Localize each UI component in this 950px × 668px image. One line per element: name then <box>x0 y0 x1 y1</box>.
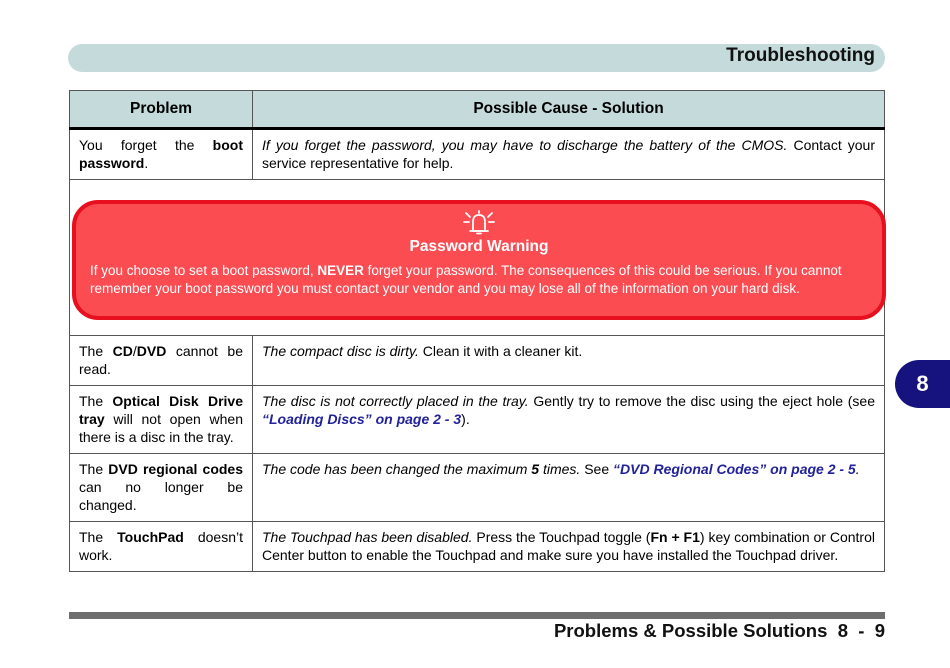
column-header-problem: Problem <box>70 91 253 129</box>
loading-discs-link[interactable]: “Loading Discs” on page 2 - 3 <box>262 411 462 427</box>
troubleshooting-table <box>69 90 885 572</box>
table-row <box>70 386 885 454</box>
table-row <box>70 454 885 522</box>
footer-bar <box>69 612 885 619</box>
problem-cell: The CD/DVD cannot be read. <box>70 336 253 386</box>
page-title: Troubleshooting <box>726 45 875 66</box>
problem-cell: The DVD regional codes can no longer be changed. <box>70 454 253 522</box>
table-row <box>70 129 885 180</box>
table-header-row <box>70 91 885 129</box>
solution-cell: The disc is not correctly placed in the tray. Gently try to remove the disc using the eject hole (see “Loading Discs” on page 2 - 3). <box>253 386 885 454</box>
warning-text: If you choose to set a boot password, NEVER forget your password. The consequences of this could be serious. If you cannot remember your boot password you must contact your vendor and you may lose all of the information on your hard disk. <box>90 263 842 296</box>
problem-cell: The Optical Disk Drive tray will not open when there is a disc in the tray. <box>70 386 253 454</box>
table-row <box>70 336 885 386</box>
problem-cell: You forget the boot password. <box>70 129 253 180</box>
solution-cell: If you forget the password, you may have to discharge the battery of the CMOS. Contact your service representative for help. <box>253 129 885 180</box>
password-warning-box <box>72 200 886 320</box>
column-header-solution: Possible Cause - Solution <box>253 91 885 129</box>
solution-cell: The compact disc is dirty. Clean it with a cleaner kit. <box>253 336 885 386</box>
footer <box>554 620 885 642</box>
solution-cell: The code has been changed the maximum 5 times. See “DVD Regional Codes” on page 2 - 5. <box>253 454 885 522</box>
problem-cell: The TouchPad doesn’t work. <box>70 522 253 572</box>
warning-row <box>70 180 885 336</box>
alarm-bell-icon <box>462 210 496 236</box>
table-row <box>70 522 885 572</box>
solution-cell: The Touchpad has been disabled. Press the Touchpad toggle (Fn + F1) key combination or Control Center button to enable the Touchpad and make sure you have installed the Touchpad driver. <box>253 522 885 572</box>
page-number: 8 - 9 <box>837 620 885 641</box>
dvd-regional-codes-link[interactable]: “DVD Regional Codes” on page 2 - 5 <box>613 461 856 477</box>
warning-title: Password Warning <box>409 238 549 255</box>
chapter-tab[interactable]: 8 <box>895 360 950 408</box>
warning-cell <box>70 180 885 336</box>
footer-title: Problems & Possible Solutions <box>553 620 828 641</box>
